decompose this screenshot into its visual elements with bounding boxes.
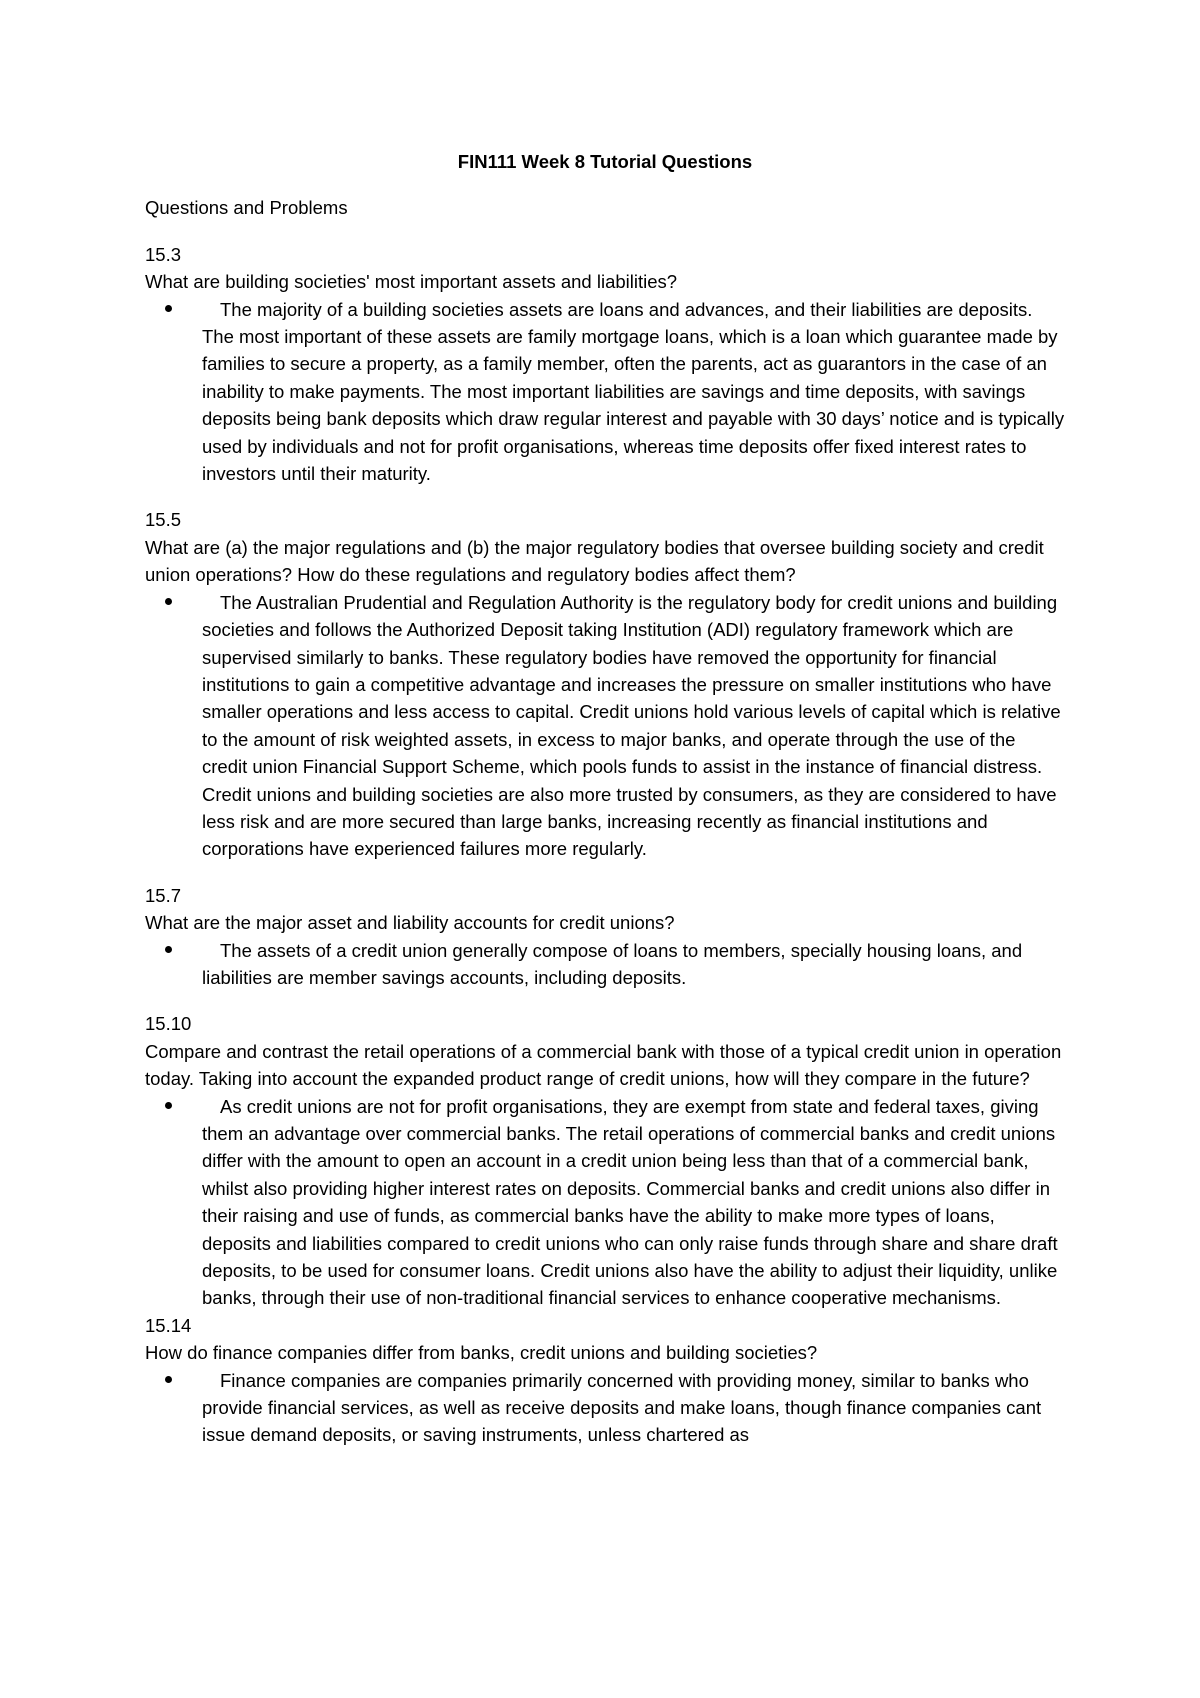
answer-item [145, 296, 1065, 488]
bullet-icon [165, 305, 172, 312]
question-number: 15.7 [145, 884, 182, 906]
question-text: What are (a) the major regulations and (b) the major regulatory bodies that oversee building society and credit union operations? How do these regulations and regulatory bodies affect them? [145, 536, 1044, 586]
question-block-15-3 [145, 241, 1065, 488]
answer-text: Finance companies are companies primarily concerned with providing money, similar to banks who provide financial services, as well as receive deposits and make loans, though finance companies cant issue demand deposits, or saving instruments, unless chartered as [202, 1369, 1042, 1446]
answer-list [145, 937, 1065, 992]
question-block-15-10 [145, 1010, 1065, 1311]
bullet-icon [165, 946, 172, 953]
answer-item [145, 937, 1065, 992]
question-block-15-14 [145, 1312, 1065, 1449]
question-text: How do finance companies differ from banks, credit unions and building societies? [145, 1342, 818, 1364]
bullet-icon [165, 598, 172, 605]
answer-item [145, 1093, 1065, 1312]
answer-text: As credit unions are not for profit organisations, they are exempt from state and federal taxes, giving them an advantage over commercial banks. The retail operations of commercial banks and credit unions differ with the amount to open an account in a credit union being less than that of a commercial bank, whilst also providing higher interest rates on deposits. Commercial banks and credit unions also differ in their raising and use of funds, as commercial banks have the ability to make more types of loans, deposits and liabilities compared to credit unions who can only raise funds through share and share draft deposits, to be used for consumer loans. Credit unions also have the ability to adjust their liquidity, unlike banks, through their use of non-traditional financial services to enhance cooperative mechanisms. [202, 1095, 1058, 1309]
question-number: 15.10 [145, 1013, 192, 1035]
answer-item [145, 1367, 1065, 1449]
answer-text: The majority of a building societies assets are loans and advances, and their liabilities are deposits. The most important of these assets are family mortgage loans, which is a loan which guarantee made by families to secure a property, as a family member, often the parents, act as guarantors in the case of an inability to make payments. The most important liabilities are savings and time deposits, with savings deposits being bank deposits which draw regular interest and payable with 30 days’ notice and is typically used by individuals and not for profit organisations, whereas time deposits offer fixed interest rates to investors until their maturity. [202, 298, 1065, 485]
question-block-15-5 [145, 506, 1065, 862]
answer-text: The Australian Prudential and Regulation Authority is the regulatory body for credit unions and building societies and follows the Authorized Deposit taking Institution (ADI) regulatory framework which are supervised similarly to banks. These regulatory bodies have removed the opportunity for financial institutions to gain a competitive advantage and increases the pressure on smaller institutions who have smaller operations and less access to capital. Credit unions hold various levels of capital which is relative to the amount of risk weighted assets, in excess to major banks, and operate through the use of the credit union Financial Support Scheme, which pools funds to assist in the instance of financial distress. Credit unions and building societies are also more trusted by consumers, as they are considered to have less risk and are more secured than large banks, increasing recently as financial institutions and corporations have experienced failures more regularly. [202, 591, 1061, 860]
answer-list [145, 589, 1065, 863]
question-number: 15.3 [145, 243, 182, 265]
section-heading: Questions and Problems [145, 197, 348, 219]
answer-list [145, 296, 1065, 488]
answer-list [145, 1367, 1065, 1449]
question-block-15-7 [145, 882, 1065, 992]
document-body [145, 148, 1065, 1449]
bullet-icon [165, 1376, 172, 1383]
answer-item [145, 589, 1065, 863]
bullet-icon [165, 1102, 172, 1109]
question-number: 15.14 [145, 1314, 192, 1336]
answer-list [145, 1093, 1065, 1312]
question-text: What are the major asset and liability accounts for credit unions? [145, 912, 675, 934]
question-text: Compare and contrast the retail operations of a commercial bank with those of a typical credit union in operation today. Taking into account the expanded product range of credit unions, how will they compare in the future? [145, 1040, 1062, 1090]
page-title: FIN111 Week 8 Tutorial Questions [457, 151, 753, 172]
answer-text: The assets of a credit union generally compose of loans to members, specially housing loans, and liabilities are member savings accounts, including deposits. [202, 939, 1023, 988]
question-text: What are building societies' most important assets and liabilities? [145, 271, 678, 293]
question-number: 15.5 [145, 509, 182, 531]
